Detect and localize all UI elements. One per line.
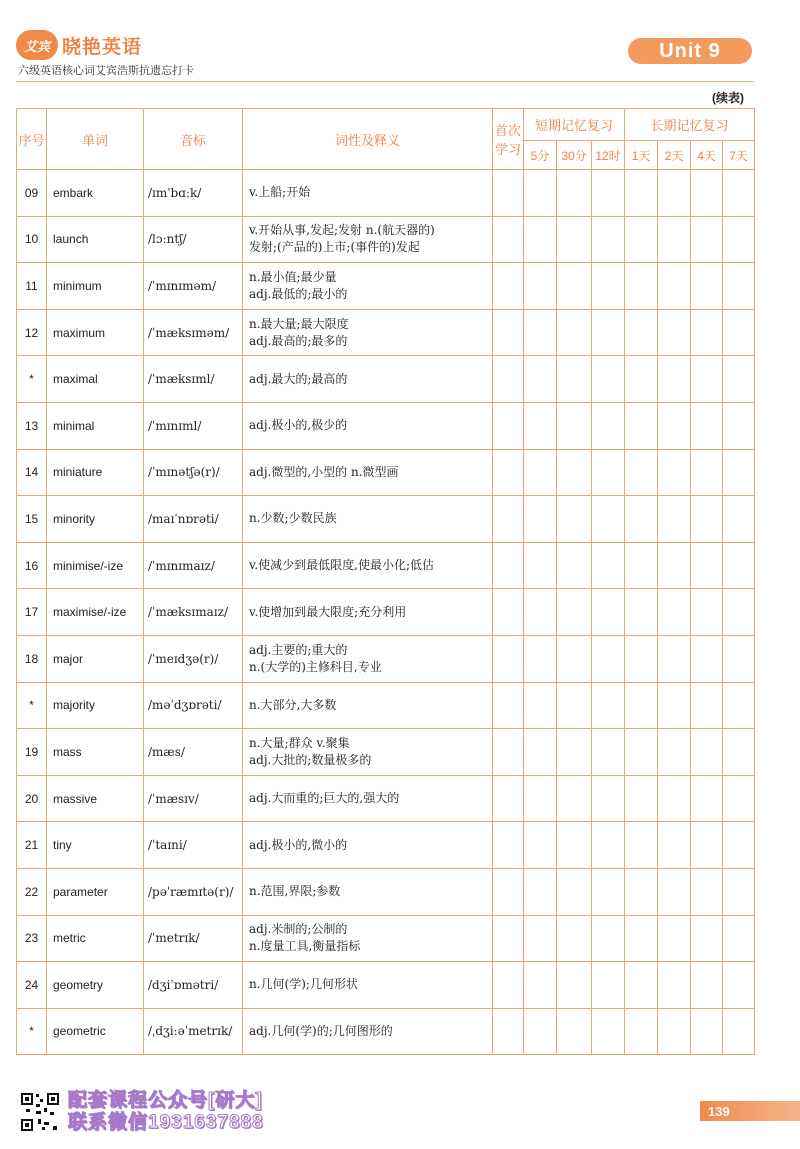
checkin-cell[interactable] — [592, 682, 625, 729]
checkin-cell[interactable] — [723, 263, 755, 310]
definition-line: v.开始从事,发起;发射 n.(航天器的) — [249, 223, 435, 238]
checkin-cell[interactable] — [625, 356, 658, 403]
checkin-cell[interactable] — [592, 542, 625, 589]
row-word: massive — [47, 775, 144, 822]
checkin-cell[interactable] — [557, 263, 592, 310]
definition-line: v.使增加到最大限度;充分利用 — [249, 604, 407, 619]
checkin-cell[interactable] — [625, 402, 658, 449]
checkin-cell[interactable] — [493, 868, 524, 915]
row-definition — [243, 589, 493, 636]
checkin-cell[interactable] — [557, 1008, 592, 1055]
checkin-cell[interactable] — [723, 589, 755, 636]
checkin-cell[interactable] — [625, 729, 658, 776]
header-long-col: 2天 — [658, 141, 691, 170]
checkin-cell[interactable] — [625, 682, 658, 729]
checkin-cell[interactable] — [592, 356, 625, 403]
row-phonetic: /dʒiˈɒmətri/ — [144, 962, 243, 1009]
checkin-cell[interactable] — [493, 542, 524, 589]
row-definition — [243, 402, 493, 449]
page-subtitle: 六级英语核心词艾宾浩斯抗遗忘打卡 — [18, 65, 194, 77]
row-word: maximal — [47, 356, 144, 403]
checkin-cell[interactable] — [557, 309, 592, 356]
row-phonetic: /ˈmetrɪk/ — [144, 915, 243, 962]
checkin-cell[interactable] — [592, 868, 625, 915]
definition-line: n.最小值;最少量 — [249, 269, 337, 284]
header-definition: 词性及释义 — [243, 109, 493, 170]
checkin-cell[interactable] — [493, 496, 524, 543]
checkin-cell[interactable] — [658, 542, 691, 589]
checkin-cell[interactable] — [524, 822, 557, 869]
row-word: maximum — [47, 309, 144, 356]
header-word: 单词 — [47, 109, 144, 170]
checkin-cell[interactable] — [493, 962, 524, 1009]
definition-line: adj.最大的;最高的 — [249, 371, 348, 386]
checkin-cell[interactable] — [723, 309, 755, 356]
table-row — [17, 962, 755, 1009]
table-row — [17, 309, 755, 356]
checkin-cell[interactable] — [691, 729, 723, 776]
row-phonetic: /ˈmɪnətʃə(r)/ — [144, 449, 243, 496]
row-word: geometry — [47, 962, 144, 1009]
checkin-cell[interactable] — [592, 496, 625, 543]
qr-code-icon — [20, 1092, 60, 1132]
checkin-cell[interactable] — [493, 915, 524, 962]
checkin-cell[interactable] — [658, 729, 691, 776]
table-row — [17, 635, 755, 682]
row-number: 19 — [17, 729, 47, 776]
row-word: tiny — [47, 822, 144, 869]
row-phonetic: /ˈmæsɪv/ — [144, 775, 243, 822]
checkin-cell[interactable] — [625, 1008, 658, 1055]
checkin-cell[interactable] — [691, 542, 723, 589]
header-phonetic: 音标 — [144, 109, 243, 170]
checkin-cell[interactable] — [557, 216, 592, 263]
checkin-cell[interactable] — [625, 542, 658, 589]
checkin-cell[interactable] — [691, 216, 723, 263]
checkin-cell[interactable] — [691, 356, 723, 403]
checkin-cell[interactable] — [493, 635, 524, 682]
brand-logo: 艾宾 — [16, 30, 58, 60]
row-number: * — [17, 682, 47, 729]
checkin-cell[interactable] — [658, 309, 691, 356]
row-definition — [243, 729, 493, 776]
row-number: 15 — [17, 496, 47, 543]
vocab-table — [16, 108, 755, 1055]
checkin-cell[interactable] — [625, 962, 658, 1009]
table-row — [17, 356, 755, 403]
checkin-cell[interactable] — [557, 170, 592, 217]
header-no: 序号 — [17, 109, 47, 170]
table-row — [17, 915, 755, 962]
checkin-cell[interactable] — [557, 542, 592, 589]
continued-label: (续表) — [712, 91, 744, 105]
checkin-cell[interactable] — [524, 868, 557, 915]
row-number: 22 — [17, 868, 47, 915]
row-number: 17 — [17, 589, 47, 636]
checkin-cell[interactable] — [592, 216, 625, 263]
checkin-cell[interactable] — [524, 170, 557, 217]
checkin-cell[interactable] — [557, 962, 592, 1009]
row-word: mass — [47, 729, 144, 776]
row-number: * — [17, 1008, 47, 1055]
checkin-cell[interactable] — [658, 263, 691, 310]
checkin-cell[interactable] — [723, 915, 755, 962]
table-row — [17, 449, 755, 496]
table-row — [17, 822, 755, 869]
checkin-cell[interactable] — [557, 775, 592, 822]
row-phonetic: /ˈmæksɪmaɪz/ — [144, 589, 243, 636]
checkin-cell[interactable] — [493, 589, 524, 636]
checkin-cell[interactable] — [592, 729, 625, 776]
checkin-cell[interactable] — [524, 1008, 557, 1055]
table-row — [17, 402, 755, 449]
definition-line: n.大部分,大多数 — [249, 697, 337, 712]
checkin-cell[interactable] — [723, 635, 755, 682]
brand — [16, 30, 142, 60]
row-phonetic: /ˌdʒiːəˈmetrɪk/ — [144, 1008, 243, 1055]
checkin-cell[interactable] — [691, 868, 723, 915]
checkin-cell[interactable] — [557, 589, 592, 636]
definition-line: adj.最高的;最多的 — [249, 333, 348, 348]
checkin-cell[interactable] — [691, 962, 723, 1009]
row-number: 18 — [17, 635, 47, 682]
row-phonetic: /pəˈræmɪtə(r)/ — [144, 868, 243, 915]
row-word: minimum — [47, 263, 144, 310]
checkin-cell[interactable] — [592, 449, 625, 496]
row-phonetic: /məˈdʒɒrəti/ — [144, 682, 243, 729]
checkin-cell[interactable] — [524, 542, 557, 589]
checkin-cell[interactable] — [557, 356, 592, 403]
row-definition — [243, 962, 493, 1009]
row-word: minority — [47, 496, 144, 543]
promo-line-1: 配套课程公众号[研大] — [68, 1090, 263, 1111]
checkin-cell[interactable] — [625, 868, 658, 915]
checkin-cell[interactable] — [691, 449, 723, 496]
row-number: 23 — [17, 915, 47, 962]
row-definition — [243, 170, 493, 217]
checkin-cell[interactable] — [524, 402, 557, 449]
checkin-cell[interactable] — [493, 775, 524, 822]
checkin-cell[interactable] — [557, 868, 592, 915]
checkin-cell[interactable] — [493, 263, 524, 310]
checkin-cell[interactable] — [592, 589, 625, 636]
checkin-cell[interactable] — [557, 449, 592, 496]
header-short-review: 短期记忆复习 — [524, 109, 625, 141]
checkin-cell[interactable] — [625, 635, 658, 682]
checkin-cell[interactable] — [592, 1008, 625, 1055]
checkin-cell[interactable] — [625, 309, 658, 356]
checkin-cell[interactable] — [625, 589, 658, 636]
checkin-cell[interactable] — [723, 868, 755, 915]
row-word: minimal — [47, 402, 144, 449]
checkin-cell[interactable] — [557, 915, 592, 962]
row-number: 21 — [17, 822, 47, 869]
checkin-cell[interactable] — [691, 775, 723, 822]
checkin-cell[interactable] — [658, 682, 691, 729]
header-first-study: 首次学习 — [493, 109, 524, 170]
checkin-cell[interactable] — [493, 356, 524, 403]
row-number: 20 — [17, 775, 47, 822]
promo-text — [68, 1090, 264, 1134]
definition-line: n.少数;少数民族 — [249, 511, 337, 526]
checkin-cell[interactable] — [691, 589, 723, 636]
checkin-cell[interactable] — [592, 775, 625, 822]
row-phonetic: /lɔːntʃ/ — [144, 216, 243, 263]
checkin-cell[interactable] — [723, 449, 755, 496]
checkin-cell[interactable] — [524, 309, 557, 356]
definition-line: adj.极小的,微小的 — [249, 837, 348, 852]
row-number: * — [17, 356, 47, 403]
header-long-review: 长期记忆复习 — [625, 109, 755, 141]
row-word: maximise/-ize — [47, 589, 144, 636]
table-row — [17, 170, 755, 217]
checkin-cell[interactable] — [592, 309, 625, 356]
checkin-cell[interactable] — [524, 729, 557, 776]
checkin-cell[interactable] — [723, 170, 755, 217]
table-row — [17, 1008, 755, 1055]
header-long-col: 7天 — [723, 141, 755, 170]
page-number: 139 — [700, 1101, 800, 1121]
row-definition — [243, 356, 493, 403]
checkin-cell[interactable] — [524, 496, 557, 543]
checkin-cell[interactable] — [723, 542, 755, 589]
brand-name: 晓艳英语 — [62, 36, 143, 58]
checkin-cell[interactable] — [658, 1008, 691, 1055]
checkin-cell[interactable] — [691, 635, 723, 682]
checkin-cell[interactable] — [493, 682, 524, 729]
checkin-cell[interactable] — [592, 962, 625, 1009]
checkin-cell[interactable] — [691, 309, 723, 356]
checkin-cell[interactable] — [723, 1008, 755, 1055]
checkin-cell[interactable] — [658, 449, 691, 496]
checkin-cell[interactable] — [723, 402, 755, 449]
row-definition — [243, 309, 493, 356]
checkin-cell[interactable] — [658, 775, 691, 822]
checkin-cell[interactable] — [658, 962, 691, 1009]
row-word: metric — [47, 915, 144, 962]
checkin-cell[interactable] — [658, 496, 691, 543]
checkin-cell[interactable] — [723, 356, 755, 403]
table-row — [17, 775, 755, 822]
row-number: 14 — [17, 449, 47, 496]
checkin-cell[interactable] — [691, 263, 723, 310]
row-definition — [243, 635, 493, 682]
checkin-cell[interactable] — [691, 170, 723, 217]
definition-line: adj.米制的;公制的 — [249, 922, 348, 937]
row-definition — [243, 868, 493, 915]
row-phonetic: /ˈmeɪdʒə(r)/ — [144, 635, 243, 682]
table-row — [17, 868, 755, 915]
header-long-col: 4天 — [691, 141, 723, 170]
checkin-cell[interactable] — [493, 449, 524, 496]
checkin-cell[interactable] — [493, 822, 524, 869]
definition-line: adj.极小的,极少的 — [249, 418, 348, 433]
row-number: 12 — [17, 309, 47, 356]
checkin-cell[interactable] — [658, 868, 691, 915]
checkin-cell[interactable] — [524, 263, 557, 310]
checkin-cell[interactable] — [524, 775, 557, 822]
table-row — [17, 682, 755, 729]
row-number: 11 — [17, 263, 47, 310]
row-definition — [243, 822, 493, 869]
row-phonetic: /ˈtaɪni/ — [144, 822, 243, 869]
checkin-cell[interactable] — [658, 356, 691, 403]
checkin-cell[interactable] — [723, 775, 755, 822]
table-row — [17, 216, 755, 263]
checkin-cell[interactable] — [524, 589, 557, 636]
checkin-cell[interactable] — [691, 682, 723, 729]
row-number: 16 — [17, 542, 47, 589]
definition-line: n.度量工具,衡量指标 — [249, 939, 361, 954]
row-word: launch — [47, 216, 144, 263]
checkin-cell[interactable] — [691, 915, 723, 962]
checkin-cell[interactable] — [493, 309, 524, 356]
definition-line: n.最大量;最大限度 — [249, 316, 349, 331]
row-definition — [243, 496, 493, 543]
row-definition — [243, 1008, 493, 1055]
checkin-cell[interactable] — [524, 216, 557, 263]
checkin-cell[interactable] — [493, 1008, 524, 1055]
checkin-cell[interactable] — [524, 682, 557, 729]
definition-line: adj.主要的;重大的 — [249, 642, 348, 657]
definition-line: adj.微型的,小型的 n.微型画 — [249, 464, 399, 479]
checkin-cell[interactable] — [723, 729, 755, 776]
row-word: embark — [47, 170, 144, 217]
row-word: geometric — [47, 1008, 144, 1055]
checkin-cell[interactable] — [592, 263, 625, 310]
checkin-cell[interactable] — [691, 496, 723, 543]
row-word: miniature — [47, 449, 144, 496]
row-number: 09 — [17, 170, 47, 217]
checkin-cell[interactable] — [658, 170, 691, 217]
row-definition — [243, 263, 493, 310]
header-long-col: 1天 — [625, 141, 658, 170]
checkin-cell[interactable] — [493, 170, 524, 217]
checkin-cell[interactable] — [658, 216, 691, 263]
definition-line: v.使减少到最低限度,使最小化;低估 — [249, 558, 435, 573]
definition-line: adj.几何(学)的;几何图形的 — [249, 1023, 393, 1038]
checkin-cell[interactable] — [557, 635, 592, 682]
checkin-cell[interactable] — [557, 822, 592, 869]
checkin-cell[interactable] — [493, 216, 524, 263]
checkin-cell[interactable] — [524, 356, 557, 403]
row-phonetic: /ˈmɪnɪməm/ — [144, 263, 243, 310]
definition-line: adj.最低的;最小的 — [249, 286, 348, 301]
row-phonetic: /ˈmɪnɪml/ — [144, 402, 243, 449]
row-number: 24 — [17, 962, 47, 1009]
definition-line: adj.大而重的;巨大的,强大的 — [249, 791, 400, 806]
checkin-cell[interactable] — [723, 496, 755, 543]
row-definition — [243, 216, 493, 263]
row-word: parameter — [47, 868, 144, 915]
table-row — [17, 263, 755, 310]
promo-line-2: 联系微信1931637888 — [68, 1112, 264, 1133]
checkin-cell[interactable] — [723, 682, 755, 729]
checkin-cell[interactable] — [524, 635, 557, 682]
checkin-cell[interactable] — [493, 402, 524, 449]
checkin-cell[interactable] — [557, 496, 592, 543]
checkin-cell[interactable] — [524, 449, 557, 496]
table-row — [17, 542, 755, 589]
definition-line: n.(大学的)主修科目,专业 — [249, 659, 382, 674]
definition-line: 发射;(产品的)上市;(事件的)发起 — [249, 240, 420, 255]
row-number: 10 — [17, 216, 47, 263]
checkin-cell[interactable] — [723, 822, 755, 869]
checkin-cell[interactable] — [592, 915, 625, 962]
row-phonetic: /ˈmɪnɪmaɪz/ — [144, 542, 243, 589]
checkin-cell[interactable] — [524, 962, 557, 1009]
header-divider — [16, 81, 754, 82]
checkin-cell[interactable] — [625, 775, 658, 822]
table-row — [17, 589, 755, 636]
row-definition — [243, 775, 493, 822]
checkin-cell[interactable] — [658, 402, 691, 449]
checkin-cell[interactable] — [625, 496, 658, 543]
checkin-cell[interactable] — [524, 915, 557, 962]
checkin-cell[interactable] — [592, 170, 625, 217]
checkin-cell[interactable] — [592, 822, 625, 869]
checkin-cell[interactable] — [557, 402, 592, 449]
header-short-col: 5分 — [524, 141, 557, 170]
row-definition — [243, 915, 493, 962]
definition-line: adj.大批的;数量极多的 — [249, 752, 372, 767]
checkin-cell[interactable] — [625, 915, 658, 962]
row-word: minimise/-ize — [47, 542, 144, 589]
checkin-cell[interactable] — [658, 822, 691, 869]
row-word: majority — [47, 682, 144, 729]
definition-line: n.大量;群众 v.聚集 — [249, 735, 350, 750]
row-phonetic: /ˈmæksɪməm/ — [144, 309, 243, 356]
checkin-cell[interactable] — [625, 263, 658, 310]
checkin-cell[interactable] — [493, 729, 524, 776]
unit-badge: Unit 9 — [628, 38, 752, 64]
checkin-cell[interactable] — [691, 822, 723, 869]
checkin-cell[interactable] — [592, 635, 625, 682]
checkin-cell[interactable] — [658, 589, 691, 636]
checkin-cell[interactable] — [557, 682, 592, 729]
checkin-cell[interactable] — [723, 962, 755, 1009]
definition-line: n.范围,界限;参数 — [249, 884, 341, 899]
row-phonetic: /ɪmˈbɑːk/ — [144, 170, 243, 217]
row-phonetic: /mæs/ — [144, 729, 243, 776]
row-phonetic: /maɪˈnɒrəti/ — [144, 496, 243, 543]
checkin-cell[interactable] — [592, 402, 625, 449]
checkin-cell[interactable] — [625, 216, 658, 263]
row-phonetic: /ˈmæksɪml/ — [144, 356, 243, 403]
header-short-col: 12时 — [592, 141, 625, 170]
checkin-cell[interactable] — [557, 729, 592, 776]
row-definition — [243, 542, 493, 589]
checkin-cell[interactable] — [658, 635, 691, 682]
checkin-cell[interactable] — [625, 170, 658, 217]
definition-line: v.上船;开始 — [249, 185, 311, 200]
header-short-col: 30分 — [557, 141, 592, 170]
table-row — [17, 729, 755, 776]
checkin-cell[interactable] — [625, 822, 658, 869]
row-number: 13 — [17, 402, 47, 449]
row-definition — [243, 449, 493, 496]
checkin-cell[interactable] — [658, 915, 691, 962]
table-row — [17, 496, 755, 543]
definition-line: n.几何(学);几何形状 — [249, 977, 358, 992]
checkin-cell[interactable] — [723, 216, 755, 263]
row-word: major — [47, 635, 144, 682]
row-definition — [243, 682, 493, 729]
checkin-cell[interactable] — [625, 449, 658, 496]
checkin-cell[interactable] — [691, 402, 723, 449]
checkin-cell[interactable] — [691, 1008, 723, 1055]
